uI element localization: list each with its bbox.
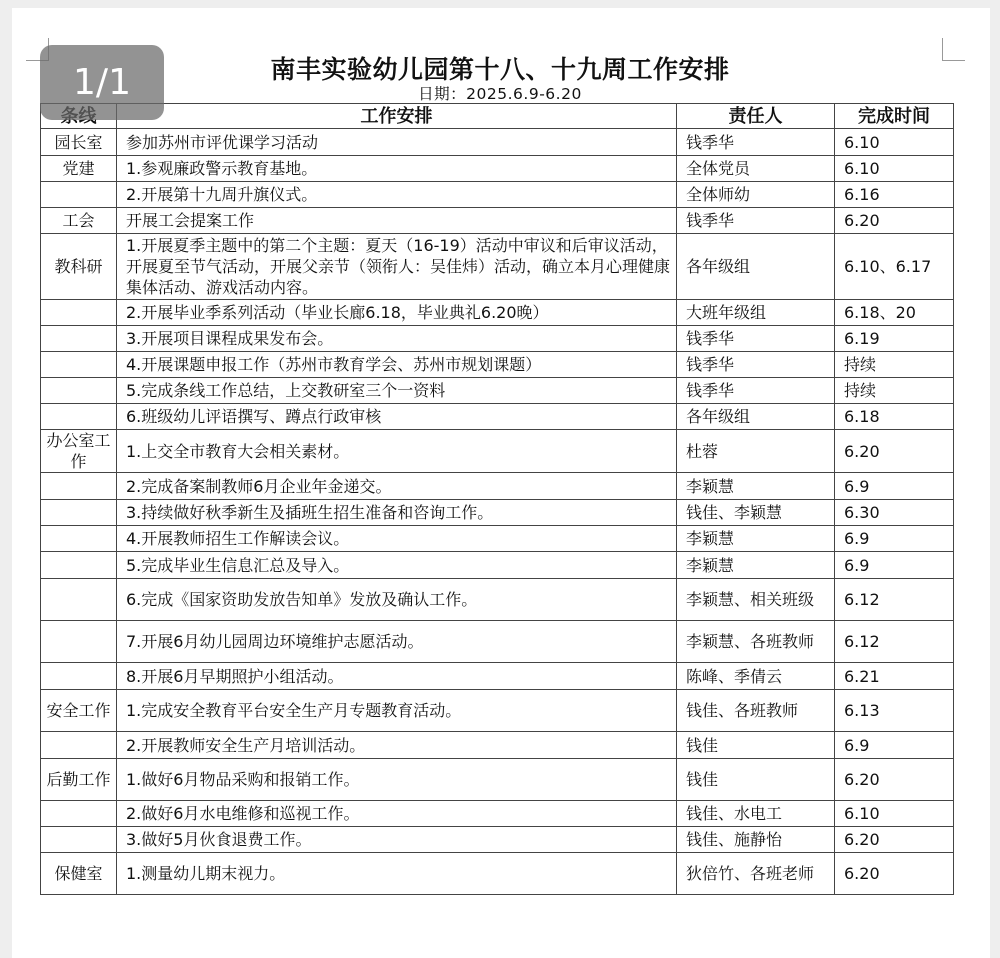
category-cell <box>41 473 117 500</box>
task-cell: 4.开展教师招生工作解读会议。 <box>117 526 677 552</box>
task-cell: 1.完成安全教育平台安全生产月专题教育活动。 <box>117 690 677 732</box>
task-cell: 5.完成毕业生信息汇总及导入。 <box>117 552 677 579</box>
header-owner: 责任人 <box>677 104 835 129</box>
table-row <box>41 690 954 732</box>
table-row <box>41 579 954 621</box>
table-row <box>41 378 954 404</box>
task-cell: 8.开展6月早期照护小组活动。 <box>117 663 677 690</box>
owner-cell: 钱佳、李颖慧 <box>677 500 835 526</box>
table-row <box>41 129 954 156</box>
table-header-row <box>41 104 954 129</box>
table-row <box>41 430 954 473</box>
table-row <box>41 853 954 895</box>
task-cell: 3.开展项目课程成果发布会。 <box>117 326 677 352</box>
owner-cell: 李颖慧 <box>677 473 835 500</box>
task-cell: 2.完成备案制教师6月企业年金递交。 <box>117 473 677 500</box>
table-row <box>41 234 954 300</box>
category-cell: 党建 <box>41 156 117 182</box>
due-cell: 6.9 <box>835 732 954 759</box>
category-cell: 教科研 <box>41 234 117 300</box>
owner-cell: 全体党员 <box>677 156 835 182</box>
owner-cell: 钱佳 <box>677 759 835 801</box>
owner-cell: 李颖慧 <box>677 526 835 552</box>
task-cell: 7.开展6月幼儿园周边环境维护志愿活动。 <box>117 621 677 663</box>
due-cell: 6.9 <box>835 473 954 500</box>
task-cell: 1.做好6月物品采购和报销工作。 <box>117 759 677 801</box>
due-cell: 6.16 <box>835 182 954 208</box>
document-title: 南丰实验幼儿园第十八、十九周工作安排 <box>270 55 730 84</box>
document-date: 日期：2025.6.9-6.20 <box>418 85 582 103</box>
task-cell: 3.持续做好秋季新生及插班生招生准备和咨询工作。 <box>117 500 677 526</box>
task-cell: 2.开展教师安全生产月培训活动。 <box>117 732 677 759</box>
due-cell: 6.12 <box>835 579 954 621</box>
task-cell: 2.开展毕业季系列活动（毕业长廊6.18，毕业典礼6.20晚） <box>117 300 677 326</box>
schedule-table <box>40 103 954 895</box>
table-row <box>41 300 954 326</box>
category-cell <box>41 352 117 378</box>
owner-cell: 李颖慧 <box>677 552 835 579</box>
category-cell: 保健室 <box>41 853 117 895</box>
owner-cell: 钱季华 <box>677 129 835 156</box>
table-body <box>41 129 954 895</box>
table-row <box>41 552 954 579</box>
owner-cell: 杜蓉 <box>677 430 835 473</box>
owner-cell: 钱佳、施静怡 <box>677 827 835 853</box>
due-cell: 6.18 <box>835 404 954 430</box>
owner-cell: 钱季华 <box>677 352 835 378</box>
due-cell: 6.30 <box>835 500 954 526</box>
table-row <box>41 404 954 430</box>
task-cell: 6.班级幼儿评语撰写、蹲点行政审核 <box>117 404 677 430</box>
owner-cell: 狄倍竹、各班老师 <box>677 853 835 895</box>
owner-cell: 李颖慧、相关班级 <box>677 579 835 621</box>
table-row <box>41 473 954 500</box>
category-cell <box>41 801 117 827</box>
task-cell: 1.开展夏季主题中的第二个主题：夏天（16-19）活动中审议和后审议活动，开展夏至节气活动，开展父亲节（领衔人：吴佳炜）活动，确立本月心理健康集体活动、游戏活动内容。 <box>117 234 677 300</box>
due-cell: 6.20 <box>835 853 954 895</box>
due-cell: 6.20 <box>835 208 954 234</box>
header-task: 工作安排 <box>117 104 677 129</box>
owner-cell: 钱季华 <box>677 378 835 404</box>
category-cell <box>41 552 117 579</box>
owner-cell: 李颖慧、各班教师 <box>677 621 835 663</box>
category-cell: 工会 <box>41 208 117 234</box>
category-cell <box>41 526 117 552</box>
category-cell <box>41 378 117 404</box>
category-cell <box>41 300 117 326</box>
due-cell: 持续 <box>835 352 954 378</box>
table-row <box>41 759 954 801</box>
task-cell: 5.完成条线工作总结，上交教研室三个一资料 <box>117 378 677 404</box>
due-cell: 6.13 <box>835 690 954 732</box>
owner-cell: 各年级组 <box>677 404 835 430</box>
category-cell: 后勤工作 <box>41 759 117 801</box>
table-row <box>41 621 954 663</box>
table-row <box>41 827 954 853</box>
due-cell: 6.9 <box>835 552 954 579</box>
owner-cell: 钱季华 <box>677 208 835 234</box>
category-cell <box>41 579 117 621</box>
due-cell: 6.9 <box>835 526 954 552</box>
task-cell: 6.完成《国家资助发放告知单》发放及确认工作。 <box>117 579 677 621</box>
due-cell: 6.20 <box>835 759 954 801</box>
table-row <box>41 801 954 827</box>
owner-cell: 陈峰、季倩云 <box>677 663 835 690</box>
owner-cell: 钱季华 <box>677 326 835 352</box>
due-cell: 6.19 <box>835 326 954 352</box>
category-cell: 园长室 <box>41 129 117 156</box>
category-cell <box>41 732 117 759</box>
task-cell: 参加苏州市评优课学习活动 <box>117 129 677 156</box>
task-cell: 2.做好6月水电维修和巡视工作。 <box>117 801 677 827</box>
due-cell: 6.12 <box>835 621 954 663</box>
due-cell: 6.20 <box>835 827 954 853</box>
category-cell <box>41 182 117 208</box>
due-cell: 6.20 <box>835 430 954 473</box>
table-row <box>41 156 954 182</box>
table-row <box>41 182 954 208</box>
category-cell <box>41 621 117 663</box>
due-cell: 6.10 <box>835 156 954 182</box>
page-indicator: 1/1 <box>40 45 164 120</box>
task-cell: 1.参观廉政警示教育基地。 <box>117 156 677 182</box>
category-cell <box>41 404 117 430</box>
owner-cell: 钱佳、各班教师 <box>677 690 835 732</box>
task-cell: 开展工会提案工作 <box>117 208 677 234</box>
task-cell: 2.开展第十九周升旗仪式。 <box>117 182 677 208</box>
table-row <box>41 663 954 690</box>
table-row <box>41 352 954 378</box>
table-row <box>41 732 954 759</box>
table-row <box>41 208 954 234</box>
due-cell: 6.10 <box>835 801 954 827</box>
category-cell <box>41 500 117 526</box>
task-cell: 1.测量幼儿期末视力。 <box>117 853 677 895</box>
category-cell: 安全工作 <box>41 690 117 732</box>
owner-cell: 钱佳、水电工 <box>677 801 835 827</box>
table-row <box>41 326 954 352</box>
due-cell: 6.10、6.17 <box>835 234 954 300</box>
header-due: 完成时间 <box>835 104 954 129</box>
table-row <box>41 526 954 552</box>
category-cell <box>41 326 117 352</box>
due-cell: 6.18、20 <box>835 300 954 326</box>
task-cell: 4.开展课题申报工作（苏州市教育学会、苏州市规划课题） <box>117 352 677 378</box>
category-cell <box>41 827 117 853</box>
category-cell <box>41 663 117 690</box>
task-cell: 3.做好5月伙食退费工作。 <box>117 827 677 853</box>
owner-cell: 全体师幼 <box>677 182 835 208</box>
category-cell: 办公室工作 <box>41 430 117 473</box>
owner-cell: 大班年级组 <box>677 300 835 326</box>
due-cell: 6.10 <box>835 129 954 156</box>
task-cell: 1.上交全市教育大会相关素材。 <box>117 430 677 473</box>
due-cell: 持续 <box>835 378 954 404</box>
due-cell: 6.21 <box>835 663 954 690</box>
table-row <box>41 500 954 526</box>
owner-cell: 钱佳 <box>677 732 835 759</box>
owner-cell: 各年级组 <box>677 234 835 300</box>
